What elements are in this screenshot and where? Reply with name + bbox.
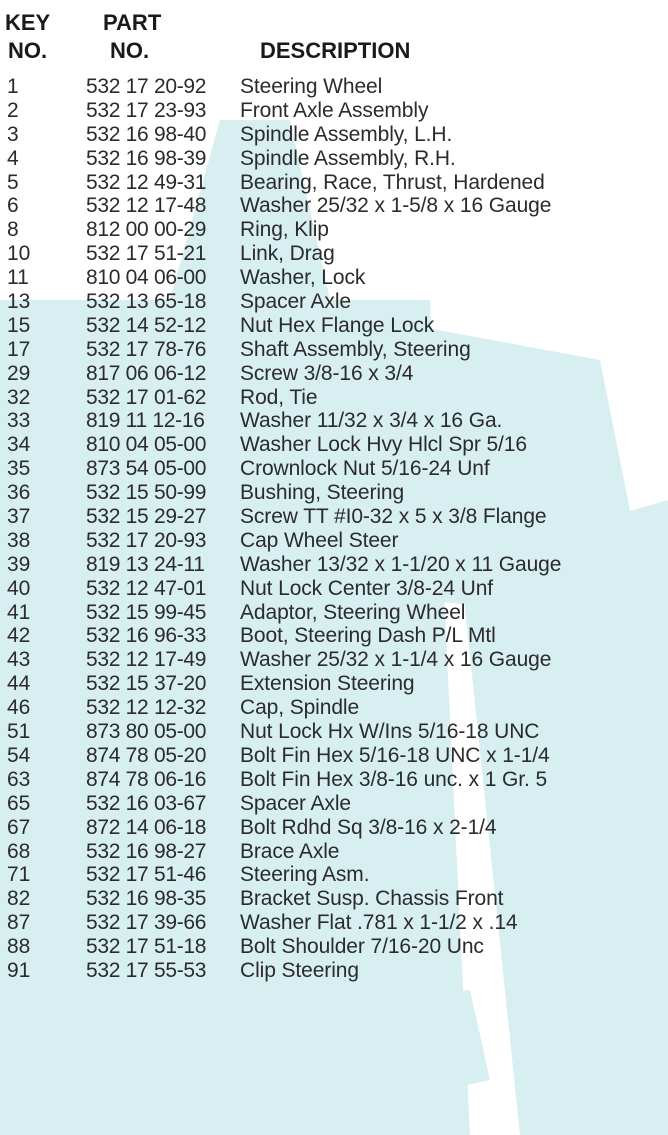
part-number: 532 17 39-66 [86,911,207,935]
table-row [0,887,668,911]
table-row [0,816,668,840]
part-description: Nut Lock Center 3/8-24 Unf [240,576,494,600]
key-number: 68 [7,839,31,863]
part-description: Washer 11/32 x 3/4 x 16 Ga. [240,409,503,433]
table-row [0,720,668,744]
table-row [0,601,668,625]
part-description: Nut Lock Hx W/Ins 5/16-18 UNC [240,720,540,744]
part-description: Bolt Fin Hex 5/16-18 UNC x 1-1/4 [240,743,550,767]
key-number: 3 [7,122,19,146]
part-number: 532 17 78-76 [86,337,207,361]
key-number: 65 [7,791,31,815]
key-number: 87 [7,911,31,935]
part-header-line1: PART [103,10,162,35]
part-description: Shaft Assembly, Steering [240,337,471,361]
table-row [0,433,668,457]
key-number: 51 [7,720,31,744]
part-number: 532 14 52-12 [86,313,207,337]
table-row [0,792,668,816]
part-number: 817 06 06-12 [86,361,207,385]
part-number: 532 16 98-35 [86,887,207,911]
part-description: Steering Asm. [240,863,370,887]
part-number: 532 16 03-67 [86,791,207,815]
part-number: 819 11 12-16 [86,409,205,433]
part-number: 532 16 98-39 [86,146,207,170]
part-description: Washer 13/32 x 1-1/20 x 11 Gauge [240,552,562,576]
part-description: Spacer Axle [240,791,351,815]
key-number: 35 [7,457,31,481]
key-number: 42 [7,624,31,648]
table-row [0,959,668,983]
part-number: 532 13 65-18 [86,290,207,314]
part-description: Ring, Klip [240,218,329,242]
part-description: Brace Axle [240,839,340,863]
table-row [0,147,668,171]
part-number: 532 17 20-92 [86,75,207,98]
part-number: 819 13 24-11 [86,552,205,576]
key-number: 46 [7,696,31,720]
table-row [0,123,668,147]
part-description: Washer 25/32 x 1-1/4 x 16 Gauge [240,648,552,672]
key-number: 82 [7,887,31,911]
key-number: 17 [7,337,31,361]
key-number: 1 [7,75,19,98]
part-number: 532 16 98-27 [86,839,207,863]
key-number: 15 [7,313,31,337]
table-row [0,409,668,433]
key-number: 41 [7,600,31,624]
part-number: 532 17 55-53 [86,958,207,982]
part-description: Front Axle Assembly [240,98,429,122]
part-description: Bolt Shoulder 7/16-20 Unc [240,935,484,959]
key-number: 88 [7,935,31,959]
table-row [0,218,668,242]
key-header-line1: KEY [5,10,51,35]
table-row [0,481,668,505]
key-number: 39 [7,552,31,576]
part-description: Nut Hex Flange Lock [240,313,435,337]
key-number: 8 [7,218,19,242]
part-description: Bracket Susp. Chassis Front [240,887,504,911]
part-number: 532 17 51-21 [86,242,207,266]
part-number: 532 12 49-31 [86,170,207,194]
key-number: 2 [7,98,19,122]
part-number: 532 16 98-40 [86,122,207,146]
table-row [0,505,668,529]
key-number: 34 [7,433,31,457]
table-row [0,768,668,792]
table-row [0,696,668,720]
part-number: 874 78 05-20 [86,743,207,767]
part-description: Steering Wheel [240,75,383,98]
table-row [0,744,668,768]
table-row [0,266,668,290]
part-number: 532 12 47-01 [86,576,207,600]
part-number: 872 14 06-18 [86,815,207,839]
part-number: 873 80 05-00 [86,720,207,744]
key-header-line2: NO. [8,38,48,63]
table-row [0,75,668,99]
part-number: 532 17 01-62 [86,385,207,409]
key-number: 36 [7,481,31,505]
table-row [0,863,668,887]
key-number: 40 [7,576,31,600]
part-number: 532 15 50-99 [86,481,207,505]
part-description: Extension Steering [240,672,415,696]
table-row [0,624,668,648]
part-description: Washer Flat .781 x 1-1/2 x .14 [240,911,518,935]
table-row [0,386,668,410]
key-number: 6 [7,194,19,218]
parts-table [0,75,668,983]
part-number: 873 54 05-00 [86,457,207,481]
key-number: 10 [7,242,31,266]
table-row [0,935,668,959]
table-row [0,577,668,601]
part-description: Bolt Rdhd Sq 3/8-16 x 2-1/4 [240,815,497,839]
key-number: 63 [7,767,31,791]
description-header: DESCRIPTION [260,38,411,63]
table-row [0,911,668,935]
table-row [0,290,668,314]
part-number: 532 15 99-45 [86,600,207,624]
part-description: Bolt Fin Hex 3/8-16 unc. x 1 Gr. 5 [240,767,548,791]
part-description: Washer 25/32 x 1-5/8 x 16 Gauge [240,194,552,218]
key-number: 33 [7,409,31,433]
part-description: Washer, Lock [240,266,366,290]
part-description: Boot, Steering Dash P/L Mtl [240,624,496,648]
part-description: Spindle Assembly, R.H. [240,146,456,170]
key-number: 71 [7,863,31,887]
part-description: Bushing, Steering [240,481,405,505]
part-description: Link, Drag [240,242,335,266]
key-number: 67 [7,815,31,839]
part-number: 532 17 51-18 [86,935,207,959]
part-number: 532 12 17-48 [86,194,207,218]
part-number: 532 17 51-46 [86,863,207,887]
key-number: 11 [7,266,29,290]
table-row [0,242,668,266]
part-number: 532 17 23-93 [86,98,207,122]
part-description: Rod, Tie [240,385,318,409]
part-number: 532 15 37-20 [86,672,207,696]
key-number: 38 [7,528,31,552]
table-row [0,362,668,386]
part-number: 532 12 12-32 [86,696,207,720]
table-row [0,314,668,338]
part-description: Spacer Axle [240,290,351,314]
table-row [0,553,668,577]
table-row [0,338,668,362]
part-number: 812 00 00-29 [86,218,207,242]
key-number: 37 [7,505,31,529]
table-row [0,194,668,218]
part-description: Spindle Assembly, L.H. [240,122,453,146]
key-number: 4 [7,146,19,170]
part-description: Screw 3/8-16 x 3/4 [240,361,414,385]
key-number: 32 [7,385,31,409]
table-row [0,529,668,553]
key-number: 44 [7,672,31,696]
key-number: 5 [7,170,19,194]
part-number: 532 12 17-49 [86,648,207,672]
key-number: 29 [7,361,31,385]
part-description: Screw TT #I0-32 x 5 x 3/8 Flange [240,505,547,529]
part-description: Clip Steering [240,958,359,982]
part-header-line2: NO. [110,38,150,63]
part-number: 532 15 29-27 [86,505,207,529]
part-description: Crownlock Nut 5/16-24 Unf [240,457,490,481]
part-number: 810 04 06-00 [86,266,207,290]
key-number: 13 [7,290,31,314]
part-description: Adaptor, Steering Wheel [240,600,466,624]
table-row [0,171,668,195]
table-row [0,840,668,864]
part-number: 810 04 05-00 [86,433,207,457]
part-description: Bearing, Race, Thrust, Hardened [240,170,545,194]
part-number: 874 78 06-16 [86,767,207,791]
table-row [0,648,668,672]
part-number: 532 16 96-33 [86,624,207,648]
part-description: Cap, Spindle [240,696,360,720]
key-number: 91 [7,958,31,982]
part-number: 532 17 20-93 [86,528,207,552]
table-row [0,457,668,481]
key-number: 43 [7,648,31,672]
part-description: Cap Wheel Steer [240,528,399,552]
table-row [0,672,668,696]
part-description: Washer Lock Hvy Hlcl Spr 5/16 [240,433,527,457]
table-row [0,99,668,123]
key-number: 54 [7,743,31,767]
